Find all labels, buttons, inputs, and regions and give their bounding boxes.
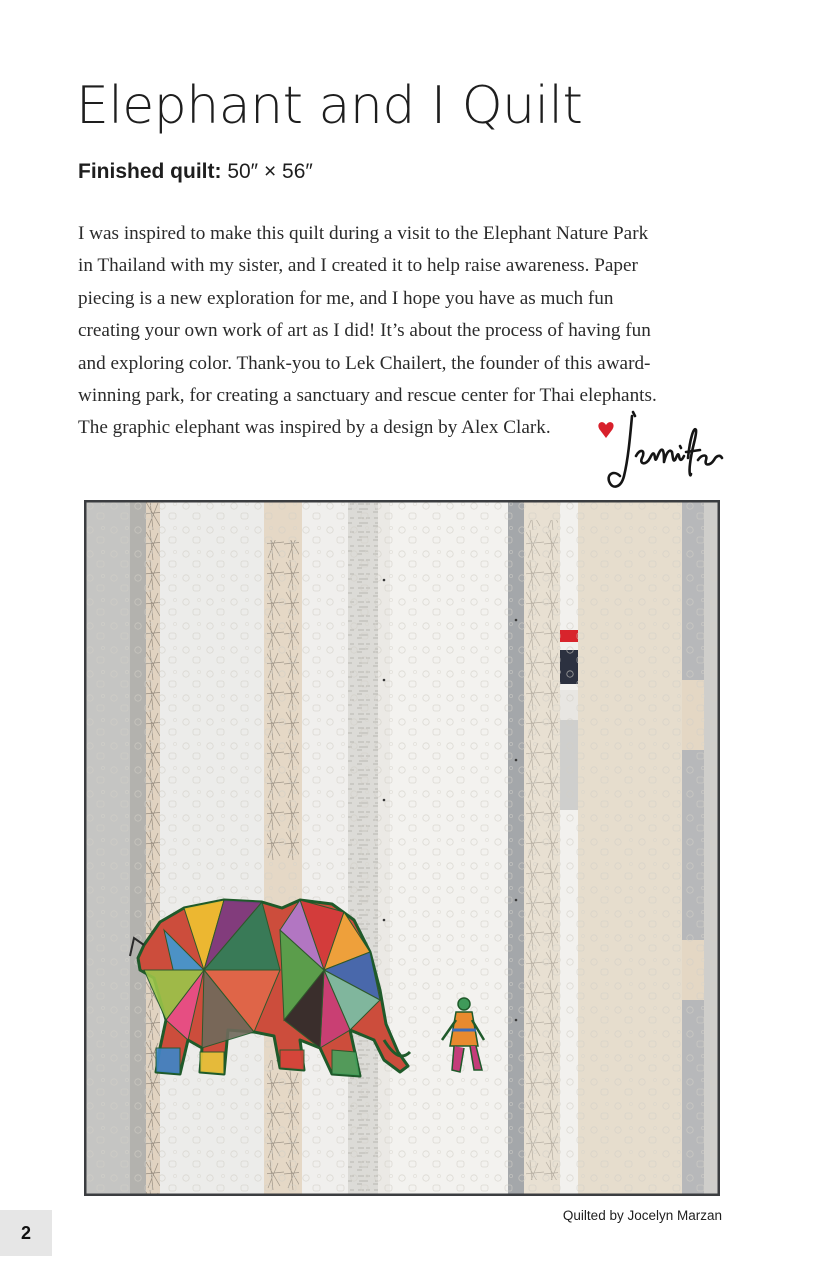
intro-line: I was inspired to make this quilt during a visit to the Elephant Nature Park xyxy=(78,223,649,244)
photo-caption: Quilted by Jocelyn Marzan xyxy=(562,1208,722,1223)
quilt-photo xyxy=(84,500,720,1196)
intro-line: in Thailand with my sister, and I created it to help raise awareness. Paper xyxy=(78,255,638,277)
intro-line: The graphic elephant was inspired by a design by Alex Clark. xyxy=(78,417,551,439)
intro-line: piecing is a new exploration for me, and I hope you have as much fun xyxy=(78,287,614,309)
intro-line: and exploring color. Thank-you to Lek Chailert, the founder of this award- xyxy=(78,352,651,374)
page-title: Elephant and I Quilt xyxy=(76,76,583,136)
page-number: 2 xyxy=(0,1210,52,1256)
intro-line: winning park, for creating a sanctuary and rescue center for Thai elephants. xyxy=(78,385,657,407)
finished-size-label: Finished quilt: xyxy=(78,160,222,183)
intro-line: creating your own work of art as I did! It’s about the process of having fun xyxy=(78,320,651,342)
heart-icon xyxy=(598,422,613,438)
signature-image xyxy=(592,408,732,498)
finished-size-value: 50″ × 56″ xyxy=(227,160,313,183)
finished-size xyxy=(78,160,313,184)
